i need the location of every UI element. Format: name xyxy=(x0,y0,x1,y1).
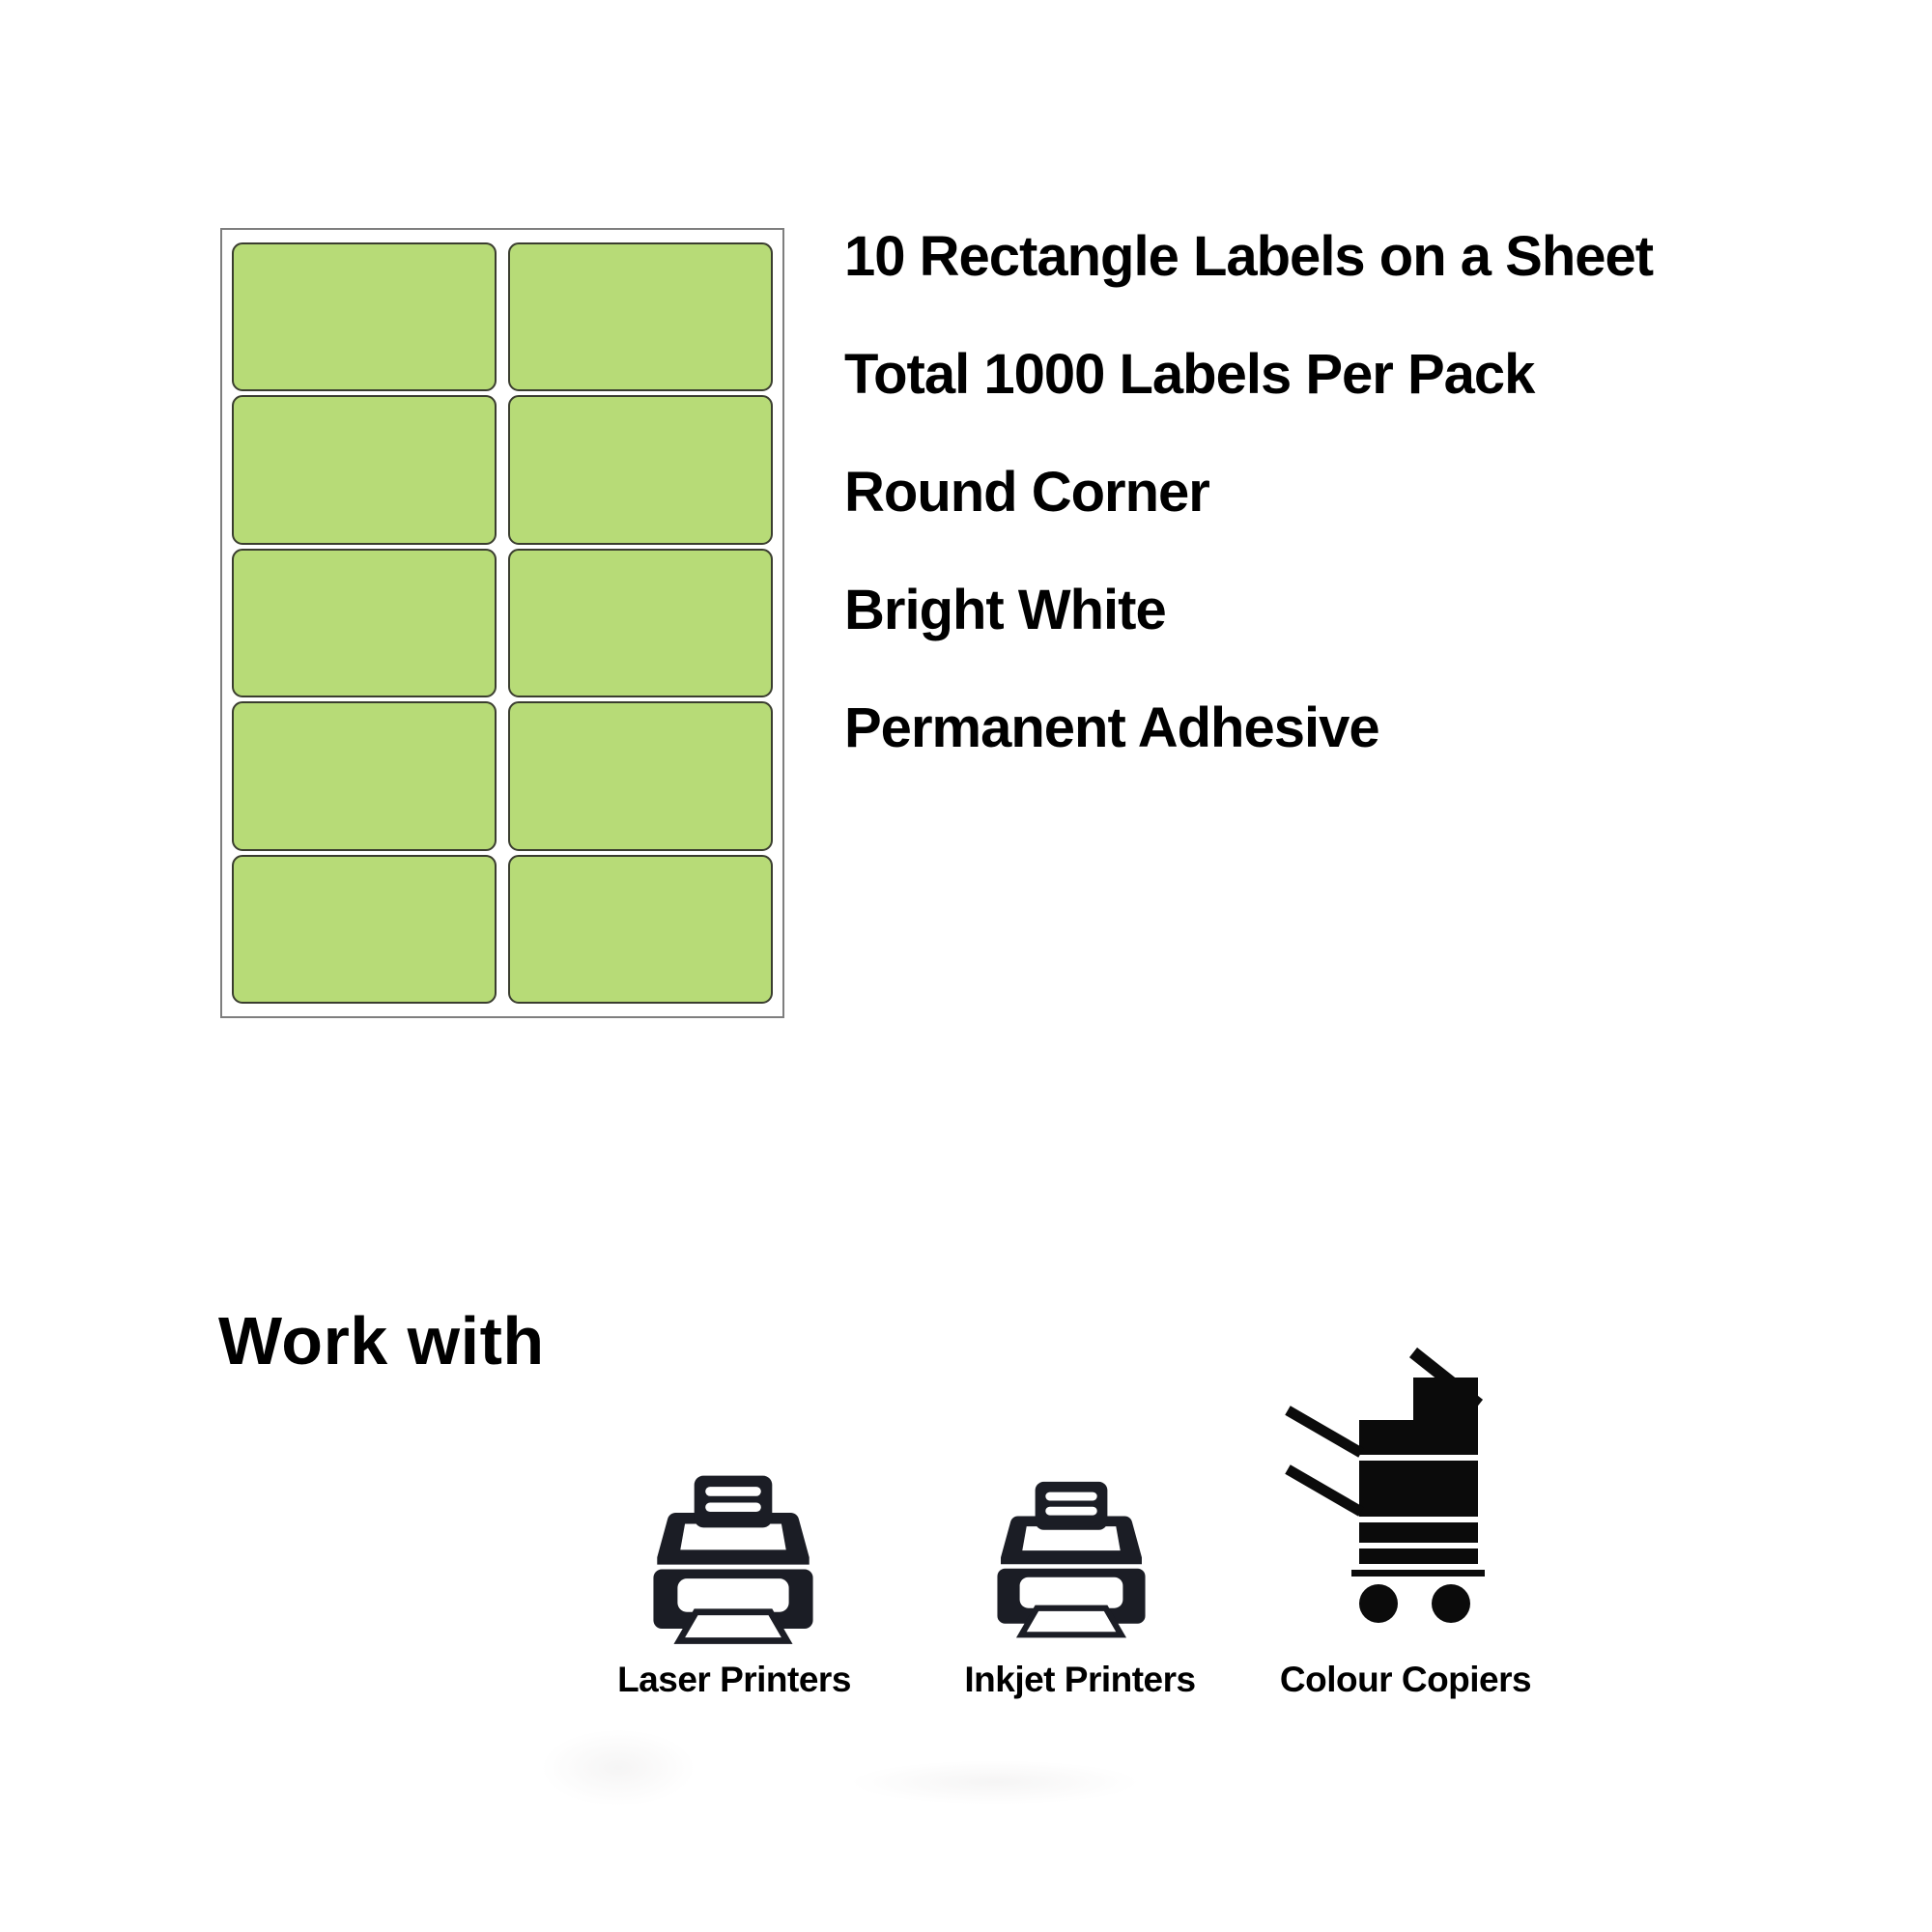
feature-labels-per-sheet: 10 Rectangle Labels on a Sheet xyxy=(844,225,1654,288)
label-cell xyxy=(232,701,497,850)
label-cell xyxy=(508,549,773,697)
label-cell xyxy=(232,395,497,544)
inkjet-printers-caption: Inkjet Printers xyxy=(964,1660,1196,1699)
labels-grid xyxy=(232,242,773,1004)
label-cell xyxy=(232,242,497,391)
label-cell xyxy=(232,549,497,697)
label-sheet xyxy=(220,228,784,1018)
faint-smudge xyxy=(850,1760,1140,1804)
faint-smudge xyxy=(541,1729,696,1806)
colour-copier-icon xyxy=(1270,1341,1489,1636)
colour-copiers-caption: Colour Copiers xyxy=(1279,1660,1532,1699)
label-cell xyxy=(508,395,773,544)
feature-labels-per-pack: Total 1000 Labels Per Pack xyxy=(844,343,1535,406)
label-cell xyxy=(508,855,773,1004)
label-cell xyxy=(508,701,773,850)
feature-bright-white: Bright White xyxy=(844,579,1166,641)
work-with-heading: Work with xyxy=(218,1303,545,1378)
label-cell xyxy=(508,242,773,391)
laser-printer-icon xyxy=(640,1472,826,1646)
laser-printers-caption: Laser Printers xyxy=(617,1660,851,1699)
feature-round-corner: Round Corner xyxy=(844,461,1209,524)
label-cell xyxy=(232,855,497,1004)
feature-list xyxy=(844,198,1653,787)
inkjet-printer-icon xyxy=(985,1472,1157,1646)
feature-permanent-adhesive: Permanent Adhesive xyxy=(844,696,1379,759)
